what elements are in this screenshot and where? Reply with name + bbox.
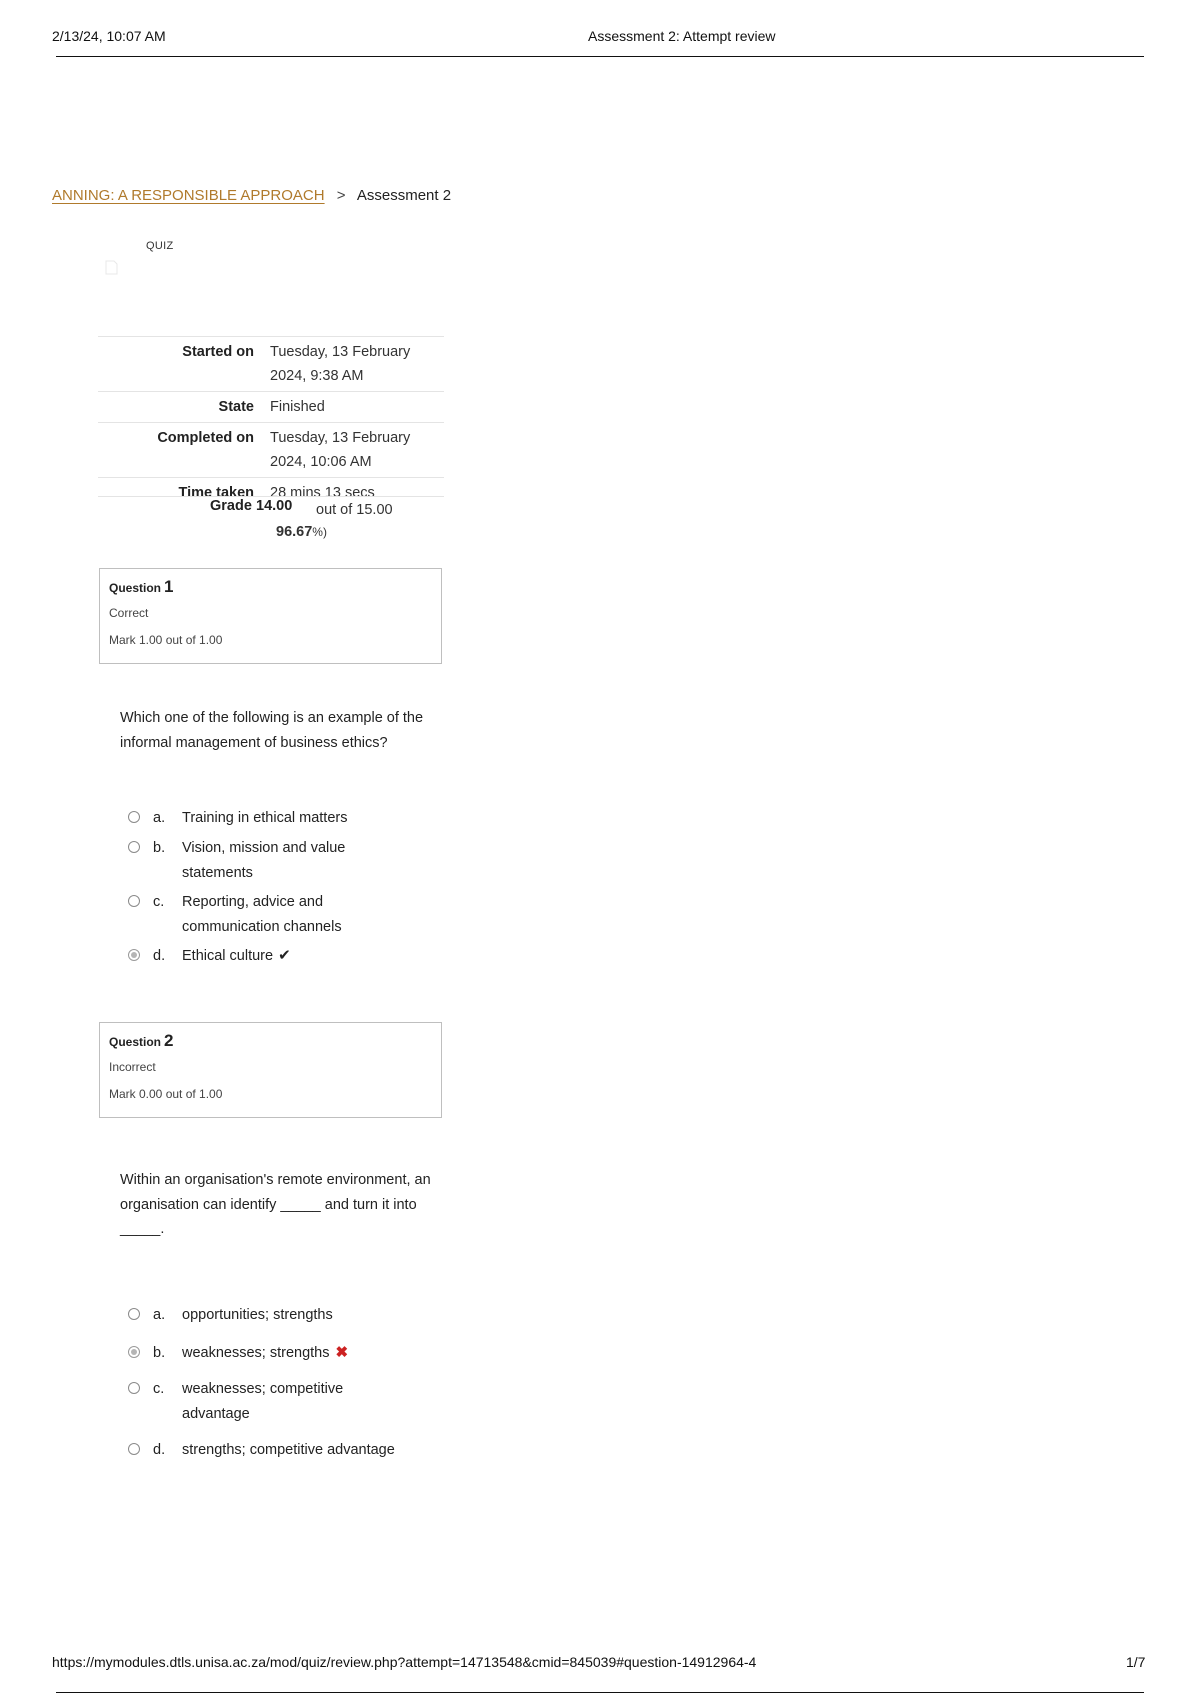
radio-button-selected: [128, 1346, 140, 1358]
completed-on-value: Tuesday, 13 February 2024, 10:06 AM: [270, 430, 411, 470]
quiz-icon: [102, 258, 120, 276]
option-letter: a.: [153, 1307, 166, 1323]
question-1-text: Which one of the following is an example of the informal management of business ethics?: [120, 710, 424, 751]
question-2-info: [99, 1022, 442, 1118]
option-text-wrap: [182, 1341, 412, 1366]
cross-icon: ✖: [335, 1344, 349, 1361]
question-2-mark: Mark 0.00 out of 1.00: [109, 1087, 223, 1101]
option-text-wrap: [182, 944, 412, 969]
option-letter: d.: [153, 948, 166, 964]
question-2-number: 2: [164, 1031, 174, 1050]
option-text: Reporting, advice and communication channels: [182, 894, 342, 935]
radio-button: [128, 1308, 140, 1320]
option-text: Training in ethical matters: [182, 810, 348, 826]
activity-type-label: QUIZ: [146, 240, 174, 252]
option-text: weaknesses; competitive advantage: [182, 1381, 344, 1422]
question-1-number: 1: [164, 577, 174, 596]
grade-percent-suffix: %): [312, 525, 327, 539]
footer-divider: [56, 1692, 1144, 1693]
attempt-summary-table: [98, 336, 444, 508]
question-2-text: Within an organisation's remote environment, an organisation can identify _____ and turn it into _____.: [120, 1172, 431, 1237]
radio-button: [128, 1443, 140, 1455]
grade-out-of: out of 15.00: [316, 502, 393, 518]
option-letter: c.: [153, 1381, 165, 1397]
completed-on-label: Completed on: [157, 430, 254, 446]
question-1-title-label: Question: [109, 581, 162, 595]
option-letter: b.: [153, 840, 166, 856]
question-1-info: [99, 568, 442, 664]
checkmark-icon: ✔: [278, 947, 291, 964]
time-taken-label: Time taken: [178, 485, 254, 501]
chevron-right-icon: >: [336, 187, 346, 204]
option-letter: a.: [153, 810, 166, 826]
breadcrumb: [52, 187, 451, 204]
header-divider: [56, 56, 1144, 57]
option-text: Vision, mission and value statements: [182, 840, 346, 881]
breadcrumb-current: Assessment 2: [356, 187, 452, 204]
question-2-title-label: Question: [109, 1035, 162, 1049]
radio-button: [128, 1382, 140, 1394]
print-url: https://mymodules.dtls.unisa.ac.za/mod/quiz/review.php?attempt=14713548&cmid=845039#question-14912964-4: [52, 1654, 757, 1670]
question-1-mark: Mark 1.00 out of 1.00: [109, 633, 223, 647]
option-text: opportunities; strengths: [182, 1307, 333, 1323]
option-letter: d.: [153, 1442, 166, 1458]
grade-label: Grade: [210, 498, 252, 514]
summary-row-grade: [98, 496, 444, 497]
started-on-label: Started on: [182, 344, 254, 360]
started-on-value: Tuesday, 13 February 2024, 9:38 AM: [270, 344, 411, 384]
radio-button: [128, 811, 140, 823]
option-text: weaknesses; strengths: [182, 1345, 330, 1361]
summary-row-completed: [98, 423, 444, 478]
summary-row-started: [98, 337, 444, 392]
time-taken-value: 28 mins 13 secs: [270, 485, 375, 501]
question-2-state: Incorrect: [109, 1060, 156, 1074]
question-1-state: Correct: [109, 606, 149, 620]
option-text: strengths; competitive advantage: [182, 1442, 395, 1458]
breadcrumb-course-link[interactable]: ANNING: A RESPONSIBLE APPROACH: [52, 187, 325, 204]
state-value: Finished: [270, 399, 325, 415]
radio-button-selected: [128, 949, 140, 961]
state-label: State: [218, 399, 254, 415]
grade-value: 14.00: [256, 498, 293, 514]
option-letter: b.: [153, 1345, 166, 1361]
summary-row-state: [98, 392, 444, 423]
option-letter: c.: [153, 894, 165, 910]
print-page-number: 1/7: [1126, 1654, 1146, 1670]
option-text: Ethical culture: [182, 948, 274, 964]
radio-button: [128, 895, 140, 907]
grade-percent-value: 96.67: [276, 524, 313, 540]
print-page-title: Assessment 2: Attempt review: [588, 28, 776, 44]
grade-percent: [276, 524, 327, 540]
print-date: 2/13/24, 10:07 AM: [52, 28, 166, 44]
radio-button: [128, 841, 140, 853]
